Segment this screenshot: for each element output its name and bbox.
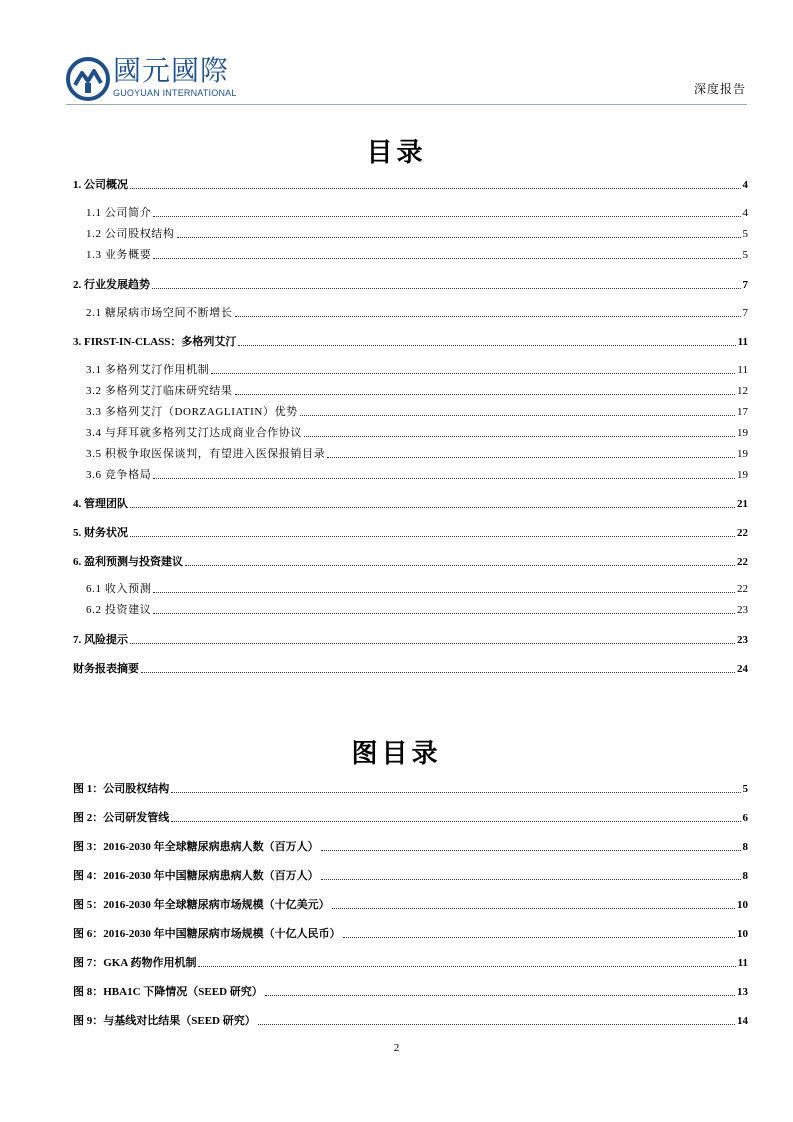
- figure-entry[interactable]: [73, 780, 748, 796]
- toc-subsection-entry[interactable]: [86, 424, 748, 440]
- entry-label: 6.2 投资建议: [86, 604, 152, 616]
- dot-leader: [130, 188, 741, 189]
- entry-page-number: 11: [737, 364, 748, 376]
- entry-page-number: 5: [742, 783, 748, 795]
- entry-page-number: 5: [742, 249, 748, 261]
- dot-leader: [171, 792, 740, 793]
- dot-leader: [258, 1024, 735, 1025]
- page-header: [0, 0, 793, 110]
- toc-section-entry[interactable]: [73, 524, 748, 540]
- toc-section-entry[interactable]: [73, 553, 748, 569]
- entry-label: 图 1：公司股权结构: [73, 783, 170, 795]
- entry-page-number: 8: [742, 870, 748, 882]
- dot-leader: [235, 394, 736, 395]
- entry-label: 图 3：2016-2030 年全球糖尿病患病人数（百万人）: [73, 841, 319, 853]
- dot-leader: [152, 288, 741, 289]
- page-number: 2: [393, 1042, 400, 1054]
- entry-label: 1. 公司概况: [73, 179, 128, 191]
- toc-subsection-entry[interactable]: [86, 403, 748, 419]
- entry-label: 5. 财务状况: [73, 527, 128, 539]
- entry-label: 3.6 竞争格局: [86, 469, 152, 481]
- dot-leader: [332, 908, 735, 909]
- dot-leader: [153, 216, 740, 217]
- entry-label: 1.1 公司简介: [86, 207, 152, 219]
- entry-page-number: 22: [737, 583, 748, 595]
- entry-label: 财务报表摘要: [73, 663, 139, 675]
- dot-leader: [321, 879, 741, 880]
- entry-label: 2. 行业发展趋势: [73, 279, 150, 291]
- entry-label: 3.4 与拜耳就多格列艾汀达成商业合作协议: [86, 427, 303, 439]
- entry-label: 图 8：HBA1C 下降情况（SEED 研究）: [73, 986, 263, 998]
- entry-label: 3.2 多格列艾汀临床研究结果: [86, 385, 233, 397]
- toc-subsection-entry[interactable]: [86, 246, 748, 262]
- dot-leader: [327, 457, 735, 458]
- entry-page-number: 23: [737, 634, 748, 646]
- dot-leader: [153, 592, 735, 593]
- header-divider: [66, 104, 747, 105]
- dot-leader: [343, 937, 735, 938]
- dot-leader: [130, 643, 735, 644]
- figure-entry[interactable]: [73, 954, 748, 970]
- dot-leader: [304, 436, 735, 437]
- figure-entry[interactable]: [73, 983, 748, 999]
- toc-section-entry[interactable]: [73, 176, 748, 192]
- dot-leader: [211, 373, 735, 374]
- figure-entry[interactable]: [73, 925, 748, 941]
- figure-entry[interactable]: [73, 896, 748, 912]
- entry-label: 3.1 多格列艾汀作用机制: [86, 364, 210, 376]
- dot-leader: [238, 345, 735, 346]
- toc-subsection-entry[interactable]: [86, 445, 748, 461]
- entry-page-number: 5: [742, 228, 748, 240]
- entry-label: 2.1 糖尿病市场空间不断增长: [86, 307, 233, 319]
- entry-page-number: 22: [737, 556, 748, 568]
- entry-page-number: 11: [737, 336, 748, 348]
- toc-subsection-entry[interactable]: [86, 225, 748, 241]
- entry-page-number: 14: [737, 1015, 748, 1027]
- figure-entry[interactable]: [73, 867, 748, 883]
- entry-page-number: 7: [742, 307, 748, 319]
- entry-label: 7. 风险提示: [73, 634, 128, 646]
- dot-leader: [130, 507, 735, 508]
- dot-leader: [300, 415, 735, 416]
- toc-subsection-entry[interactable]: [86, 361, 748, 377]
- dot-leader: [153, 478, 735, 479]
- toc-subsection-entry[interactable]: [86, 601, 748, 617]
- entry-page-number: 19: [737, 427, 748, 439]
- entry-page-number: 10: [737, 899, 748, 911]
- dot-leader: [130, 536, 735, 537]
- logo-english-name: GUOYUAN INTERNATIONAL: [113, 88, 237, 98]
- entry-page-number: 17: [737, 406, 748, 418]
- guoyuan-logo-icon: [66, 57, 110, 101]
- entry-page-number: 21: [737, 498, 748, 510]
- dot-leader: [265, 995, 735, 996]
- toc-subsection-entry[interactable]: [86, 204, 748, 220]
- entry-label: 图 6：2016-2030 年中国糖尿病市场规模（十亿人民币）: [73, 928, 341, 940]
- contents-title: 目录: [366, 138, 427, 168]
- entry-label: 图 5：2016-2030 年全球糖尿病市场规模（十亿美元）: [73, 899, 330, 911]
- entry-page-number: 12: [737, 385, 748, 397]
- figures-title: 图目录: [351, 739, 442, 769]
- entry-label: 4. 管理团队: [73, 498, 128, 510]
- entry-label: 3. FIRST-IN-CLASS：多格列艾汀: [73, 336, 237, 348]
- entry-page-number: 6: [742, 812, 748, 824]
- entry-label: 图 9：与基线对比结果（SEED 研究）: [73, 1015, 256, 1027]
- toc-section-entry[interactable]: [73, 333, 748, 349]
- toc-section-entry[interactable]: [73, 495, 748, 511]
- entry-label: 6.1 收入预测: [86, 583, 152, 595]
- dot-leader: [321, 850, 741, 851]
- entry-label: 1.2 公司股权结构: [86, 228, 175, 240]
- entry-page-number: 23: [737, 604, 748, 616]
- entry-label: 图 7：GKA 药物作用机制: [73, 957, 197, 969]
- dot-leader: [198, 966, 735, 967]
- entry-page-number: 7: [742, 279, 748, 291]
- toc-subsection-entry[interactable]: [86, 580, 748, 596]
- dot-leader: [153, 258, 740, 259]
- dot-leader: [185, 565, 735, 566]
- dot-leader: [141, 672, 735, 673]
- toc-subsection-entry[interactable]: [86, 304, 748, 320]
- dot-leader: [177, 237, 741, 238]
- entry-label: 3.3 多格列艾汀（DORZAGLIATIN）优势: [86, 406, 298, 418]
- entry-label: 图 4：2016-2030 年中国糖尿病患病人数（百万人）: [73, 870, 319, 882]
- entry-page-number: 22: [737, 527, 748, 539]
- entry-page-number: 11: [737, 957, 748, 969]
- figure-entry[interactable]: [73, 1012, 748, 1028]
- toc-section-entry[interactable]: [73, 631, 748, 647]
- entry-page-number: 13: [737, 986, 748, 998]
- dot-leader: [171, 821, 740, 822]
- toc-subsection-entry[interactable]: [86, 466, 748, 482]
- figure-entry[interactable]: [73, 838, 748, 854]
- entry-page-number: 4: [742, 179, 748, 191]
- entry-page-number: 10: [737, 928, 748, 940]
- dot-leader: [235, 316, 741, 317]
- entry-page-number: 19: [737, 448, 748, 460]
- toc-section-entry[interactable]: [73, 276, 748, 292]
- entry-page-number: 4: [742, 207, 748, 219]
- logo-chinese-name: 國元國際: [113, 54, 230, 87]
- entry-label: 1.3 业务概要: [86, 249, 152, 261]
- dot-leader: [153, 613, 735, 614]
- toc-subsection-entry[interactable]: [86, 382, 748, 398]
- toc-section-entry[interactable]: [73, 660, 748, 676]
- entry-label: 3.5 积极争取医保谈判，有望进入医保报销目录: [86, 448, 326, 460]
- report-type-label: 深度报告: [693, 82, 746, 96]
- figure-entry[interactable]: [73, 809, 748, 825]
- entry-page-number: 8: [742, 841, 748, 853]
- entry-page-number: 19: [737, 469, 748, 481]
- entry-page-number: 24: [737, 663, 748, 675]
- entry-label: 图 2：公司研发管线: [73, 812, 170, 824]
- entry-label: 6. 盈利预测与投资建议: [73, 556, 183, 568]
